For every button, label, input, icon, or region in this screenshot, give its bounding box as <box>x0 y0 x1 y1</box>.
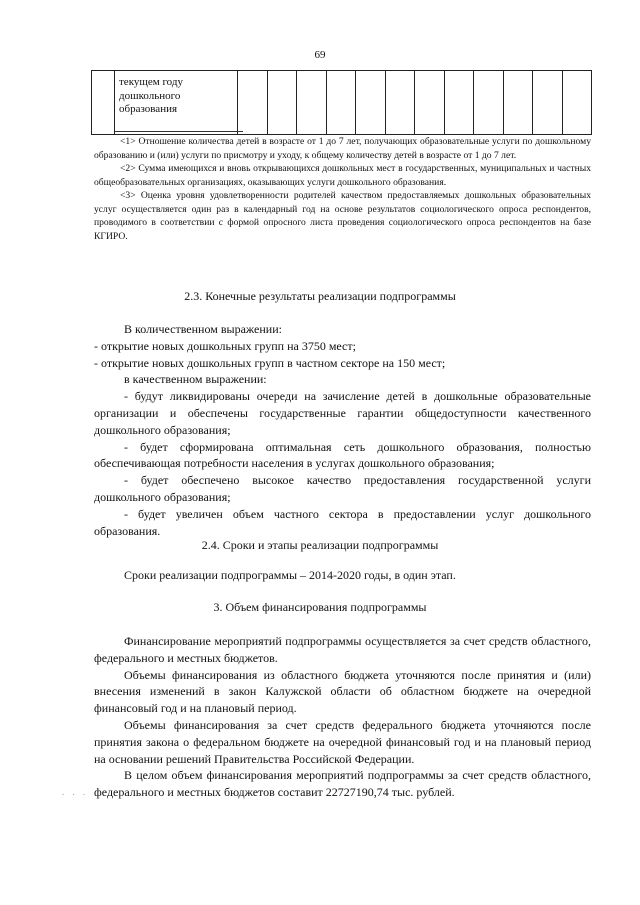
table-cell <box>474 71 504 135</box>
paragraph: В целом объем финансирования мероприятий подпрограммы за счет средств областного, федерального и местных бюджетов составит 22727190,74 тыс. рублей. <box>94 768 591 800</box>
section-2-4-body <box>94 567 591 584</box>
footnote-3: <3> Оценка уровня удовлетворенности родителей качеством предоставляемых дошкольных образовательных услуг осуществляется один раз в календарный год на основе результатов социологического опроса респондентов, проводимого в соответствии с формой опросного листа проведения социологического опроса респондентов на базе КГИРО. <box>94 190 591 242</box>
paragraph: - открытие новых дошкольных групп на 3750 мест; <box>94 338 356 353</box>
table-cell <box>385 71 415 135</box>
paragraph: - будет обеспечено высокое качество предоставления государственной услуги дошкольного образования; <box>94 473 591 504</box>
paragraph: - будут ликвидированы очереди на зачисление детей в дошкольные образовательные организации и обеспечены государственные гарантии общедоступности качественного дошкольного образования; <box>94 389 591 437</box>
section-heading-2-3: 2.3. Конечные результаты реализации подпрограммы <box>184 289 456 303</box>
paragraph: Финансирование мероприятий подпрограммы осуществляется за счет средств областного, федерального и местных бюджетов. <box>94 634 591 665</box>
row-label-line: текущем году <box>119 76 183 88</box>
table-cell <box>297 71 327 135</box>
section-2-3-body <box>94 321 591 539</box>
table-cell <box>533 71 563 135</box>
paragraph: - будет сформирована оптимальная сеть дошкольного образования, полностью обеспечивающая потребности населения в услугах дошкольного образования; <box>94 439 591 471</box>
table-cell <box>415 71 445 135</box>
table-cell <box>444 71 474 135</box>
paragraph: В количественном выражении: <box>124 322 282 336</box>
paragraph: - открытие новых дошкольных групп в частном секторе на 150 мест; <box>94 355 446 370</box>
table-row <box>92 71 592 135</box>
scan-artifact-dots: . . . <box>62 787 89 797</box>
section-heading-3: 3. Объем финансирования подпрограммы <box>213 600 427 614</box>
section-heading-2-4: 2.4. Сроки и этапы реализации подпрограммы <box>201 538 439 552</box>
footnotes <box>94 135 591 243</box>
table-cell <box>326 71 356 135</box>
footnote-separator <box>115 131 243 132</box>
section-3-body <box>94 633 591 801</box>
footnote-2: <2> Сумма имеющихся и вновь открывающихся дошкольных мест в государственных, муниципальных и частных общеобразовательных организациях, оказывающих услуги дошкольного образования. <box>94 163 591 188</box>
row-label-line: образования <box>119 103 178 115</box>
row-label-cell <box>115 71 238 135</box>
paragraph: - будет увеличен объем частного сектора в предоставлении услуг дошкольного образования. <box>94 506 591 538</box>
table-cell <box>238 71 268 135</box>
paragraph: Сроки реализации подпрограммы – 2014-2020 годы, в один этап. <box>124 568 456 582</box>
footnote-1: <1> Отношение количества детей в возрасте от 1 до 7 лет, получающих образовательные услуги по дошкольному образованию и (или) услуги по присмотру и уходу, к общему количеству детей в возрасте от 1 до 7 лет. <box>94 136 591 161</box>
table-cell <box>503 71 533 135</box>
table-cell <box>267 71 297 135</box>
row-label-line: дошкольного <box>119 89 181 102</box>
table-cell <box>562 71 592 135</box>
page-number: 69 <box>314 49 326 61</box>
indicator-table-fragment <box>91 70 592 135</box>
table-cell <box>356 71 386 135</box>
paragraph: в качественном выражении: <box>124 372 267 387</box>
paragraph: Объемы финансирования за счет средств федерального бюджета уточняются после принятия закона о федеральном бюджете на очередной финансовый год и на плановый период на основании решений Правительства Российской Федерации. <box>94 717 591 766</box>
paragraph: Объемы финансирования из областного бюджета уточняются после принятия и (или) внесения изменений в закон Калужской области об областном бюджете на очередной финансовый год и на плановый период. <box>94 667 591 716</box>
table-cell <box>92 71 115 135</box>
